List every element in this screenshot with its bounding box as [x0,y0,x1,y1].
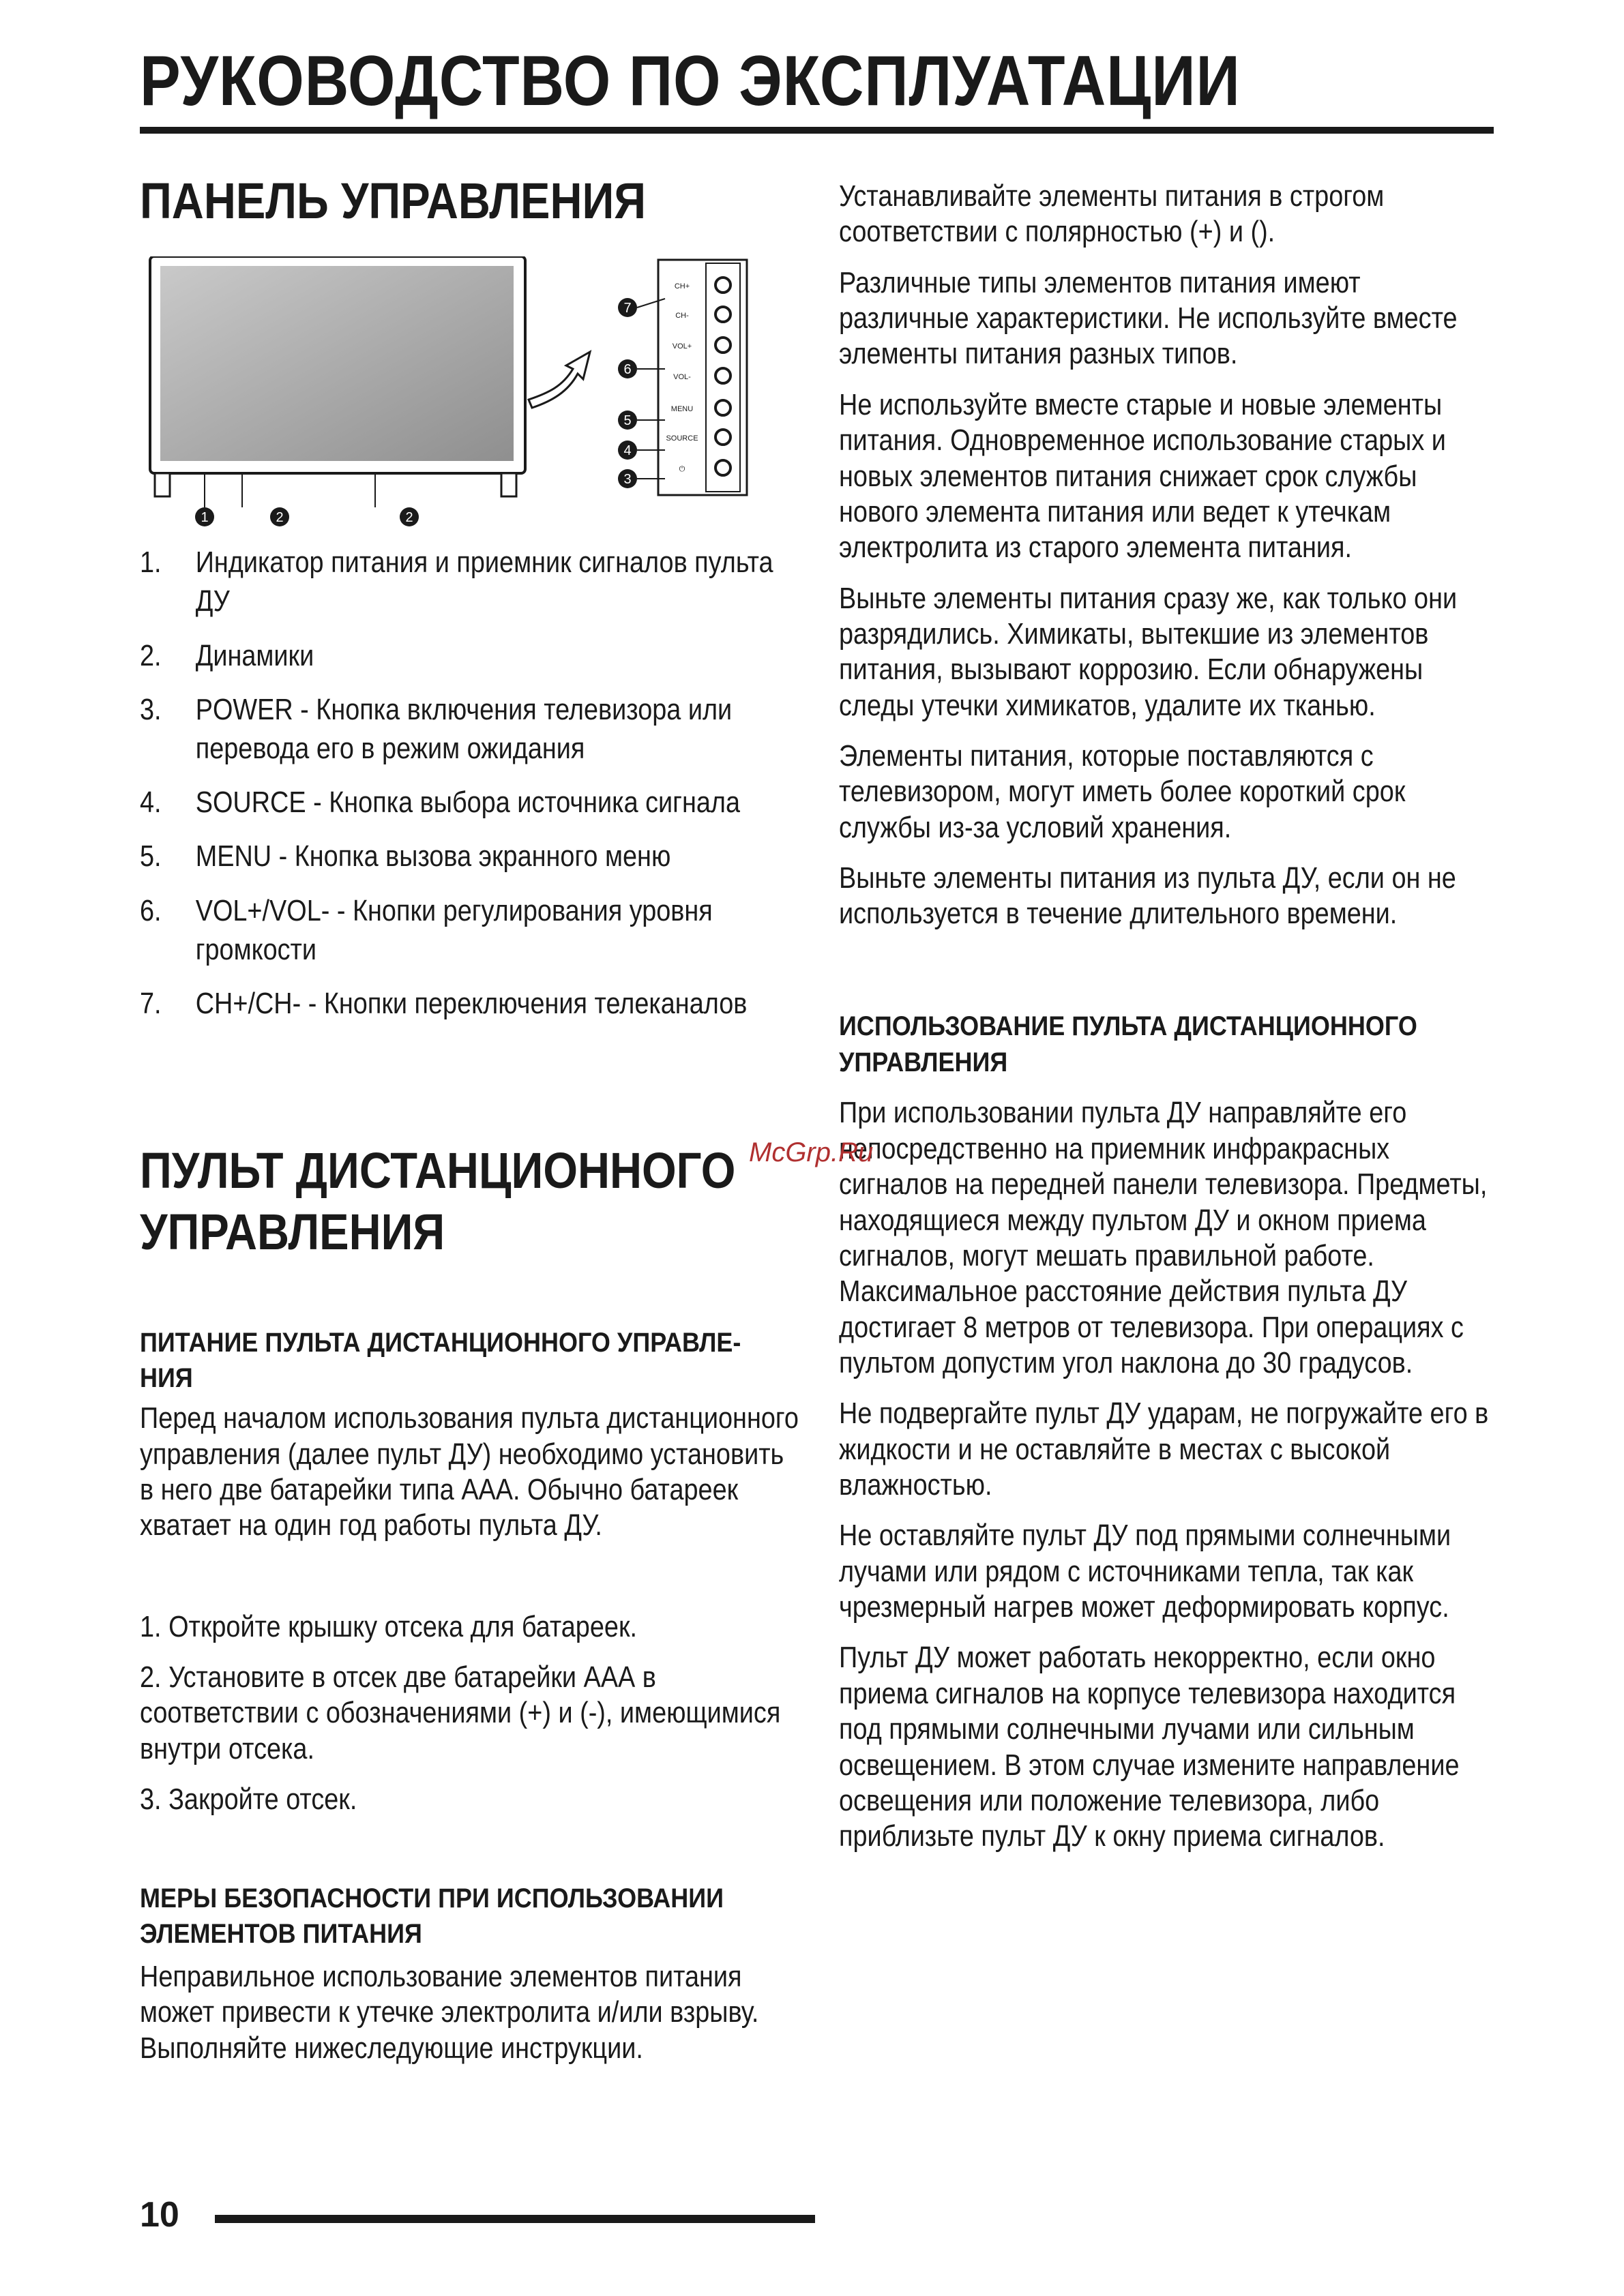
header-rule [140,127,1494,134]
list-item: 2. Динамики [140,638,314,672]
usage-heading-line2: УПРАВЛЕНИЯ [839,1047,1008,1077]
svg-text:2: 2 [405,510,413,526]
battery-paragraph: Выньте элементы питания сразу же, как только они разрядились. Химикаты, вытекшие из элементов питания, вызывают коррозию. Если обнаружены следы утечки химикатов, удалите их тканью. [839,581,1458,722]
tv-screen [160,266,514,461]
battery-paragraph: Не используйте вместе старые и новые элементы питания. Одновременное использование старых и новых элементов питания снижает срок службы нового элемента питания или ведет к утечкам электролита из старого элемента питания. [839,387,1446,565]
button-label: ⏻ [679,465,685,474]
remote-section-title-line2: УПРАВЛЕНИЯ [140,1204,445,1261]
side-button-panel [658,260,747,495]
button-label: SOURCE [666,434,698,443]
step-1: 1. Откройте крышку отсека для батареек. [140,1609,638,1643]
svg-text:7: 7 [623,301,632,316]
watermark-text: McGrp.Ru [749,1137,874,1167]
list-item: 1. Индикатор питания и приемник сигналов пульта ДУ [140,546,773,618]
list-item: 5. MENU - Кнопка вызова экранного меню [140,839,671,874]
battery-paragraph: Выньте элементы питания из пульта ДУ, если он не используется в течение длительного времени. [839,861,1456,931]
button-label: VOL- [673,373,691,382]
button-label: CH- [675,312,689,320]
panel-button [715,338,730,353]
callout-2b [400,507,419,526]
tv-diagram-svg [140,256,808,543]
remote-section-title-line1: ПУЛЬТ ДИСТАНЦИОННОГО [140,1142,736,1199]
battery-paragraph: Различные типы элементов питания имеют различные характеристики. Не используйте вместе элементы питания разных типов. [839,265,1458,371]
tv-control-panel-diagram [140,256,808,543]
button-label: VOL+ [672,342,692,351]
panel-button [715,400,730,415]
svg-text:5: 5 [623,413,632,429]
usage-paragraph: Не оставляйте пульт ДУ под прямыми солнечными лучами или рядом с источниками тепла, так как чрезмерный нагрев может деформировать корпус. [839,1519,1451,1624]
callout-2a [270,507,289,526]
svg-text:6: 6 [623,362,632,378]
step-2: 2. Установите в отсек две батарейки ААА в соответствии с обозначениями (+) и (-), имеющимися внутри отсека. [140,1660,781,1765]
button-label: CH+ [674,282,690,291]
svg-text:3: 3 [623,472,632,488]
panel-button [715,278,730,293]
battery-paragraph: Элементы питания, которые поставляются с телевизором, могут иметь более короткий срок службы из-за условий хранения. [839,739,1406,844]
battery-paragraph: Устанавливайте элементы питания в строгом соответствии с полярностью (+) и (). [839,179,1385,249]
list-item: 4. SOURCE - Кнопка выбора источника сигнала [140,786,741,820]
page-header-title: РУКОВОДСТВО ПО ЭКСПЛУАТАЦИИ [140,42,1241,121]
page-number: 10 [140,2195,179,2235]
svg-text:2: 2 [276,510,284,526]
step-3: 3. Закройте отсек. [140,1783,357,1817]
usage-heading-line1: ИСПОЛЬЗОВАНИЕ ПУЛЬТА ДИСТАНЦИОННОГО [839,1011,1417,1041]
remote-power-text: Перед началом использования пульта дистанционного управления (далее пульт ДУ) необходимо установить в него две батарейки типа ААА. Обычно батареек хватает на один год работы пульта ДУ. [140,1401,799,1542]
button-label: MENU [670,405,694,414]
remote-power-heading-line1: ПИТАНИЕ ПУЛЬТА ДИСТАНЦИОННОГО УПРАВЛЕ- [140,1327,741,1358]
panel-button [715,368,730,383]
safety-heading-line2: ЭЛЕМЕНТОВ ПИТАНИЯ [140,1919,422,1950]
panel-button [715,307,730,322]
svg-text:4: 4 [623,443,632,459]
svg-text:1: 1 [201,510,209,526]
usage-paragraph: Пульт ДУ может работать некорректно, если окно приема сигналов на корпусе телевизора находится под прямыми солнечными лучами или сильным освещением. В этом случае измените направление освещения или положение телевизора, либо приблизьте пульт ДУ к окну приема сигналов. [839,1641,1460,1853]
list-item: 7. CH+/CH- - Кнопки переключения телеканалов [140,986,748,1020]
left-column [140,170,801,2066]
control-panel-list [140,543,801,1023]
panel-button [715,430,730,445]
list-item: 3. POWER - Кнопка включения телевизора или перевода его в режим ожидания [140,692,733,766]
list-item: 6. VOL+/VOL- - Кнопки регулирования уровня громкости [140,893,713,966]
usage-paragraph: При использовании пульта ДУ направляйте его непосредственно на приемник инфракрасных сигналов на передней панели телевизора. Предметы, находящиеся между пультом ДУ и окном приема сигналов, могут мешать правильной работе. Максимальное расстояние действия пульта ДУ достигает 8 метров от телевизора. При операциях с пультом допустим угол наклона до 30 градусов. [839,1096,1488,1380]
right-column [839,179,1494,1870]
tv-foot-right [501,473,516,496]
panel-button [715,460,730,475]
safety-heading-line1: МЕРЫ БЕЗОПАСНОСТИ ПРИ ИСПОЛЬЗОВАНИИ [140,1883,724,1913]
safety-text: Неправильное использование элементов питания может привести к утечке электролита и/или взрыву. Выполняйте нижеследующие инструкции. [140,1960,759,2065]
footer-rule [215,2215,815,2223]
tv-foot-left [155,473,170,496]
zoom-arrow [529,352,590,408]
usage-paragraph: Не подвергайте пульт ДУ ударам, не погружайте его в жидкости и не оставляйте в местах с высокой влажностью. [839,1397,1489,1502]
remote-power-heading-line2: НИЯ [140,1363,193,1394]
control-panel-title: ПАНЕЛЬ УПРАВЛЕНИЯ [140,173,647,229]
callout-1 [195,507,214,526]
